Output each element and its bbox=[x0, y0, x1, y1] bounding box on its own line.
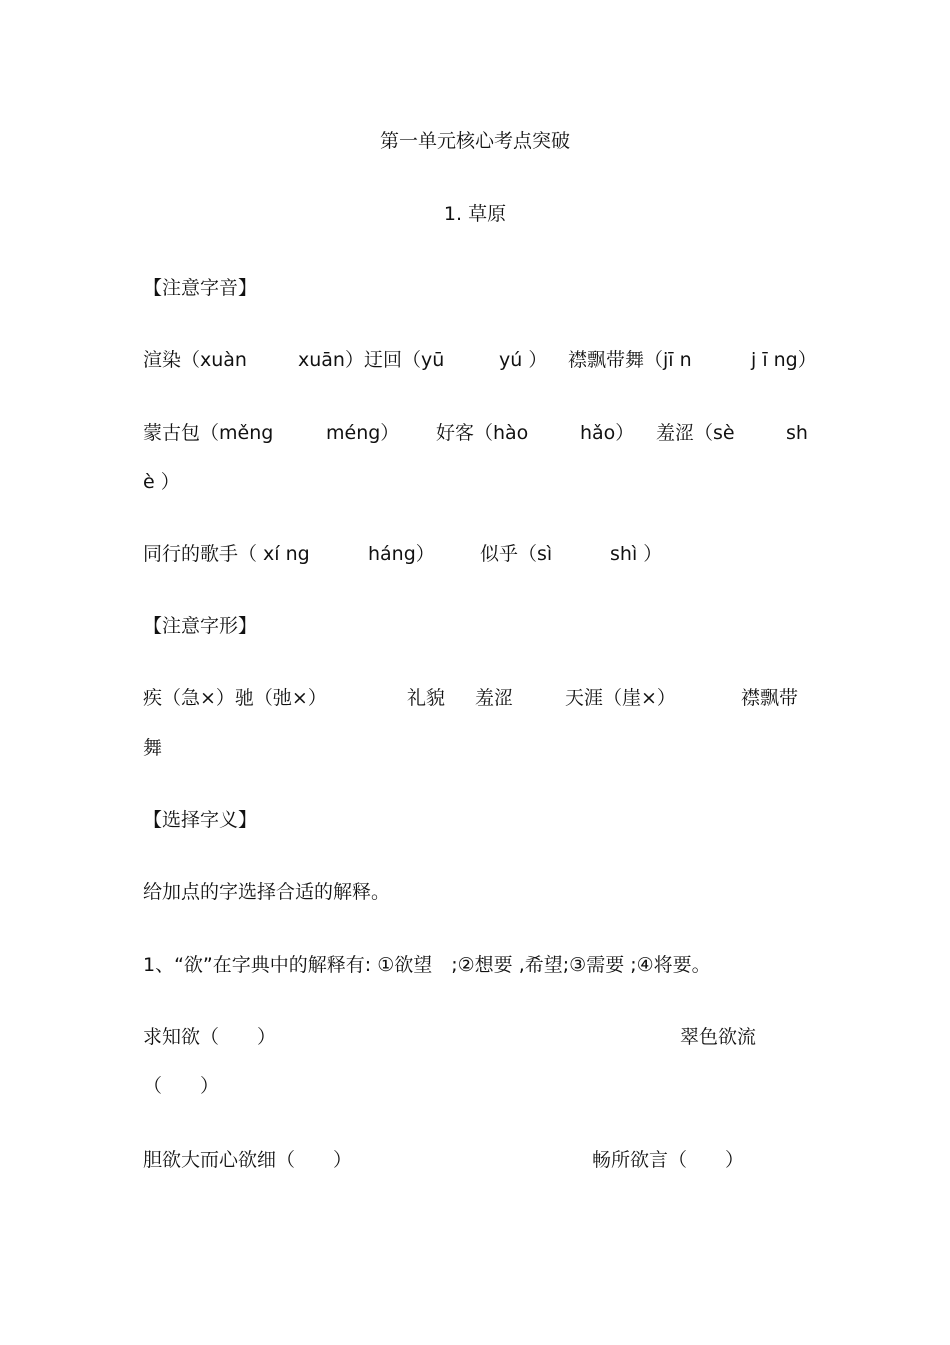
question-1-option-a: 求知欲（ ） bbox=[143, 1026, 277, 1048]
form-item: 天涯（崖×） bbox=[565, 687, 676, 709]
pron-line-2-wrap: è ） bbox=[143, 471, 180, 493]
pron-item: 好客（hào bbox=[436, 422, 529, 444]
form-item: 礼貌 bbox=[407, 687, 446, 709]
question-1-option-b-blank: （ ） bbox=[143, 1075, 220, 1097]
pron-item: 同行的歌手（ xí ng bbox=[143, 543, 310, 565]
question-1-stem: 1、“欲”在字典中的解释有: ①欲望 ;②想要 ,希望;③需要 ;④将要。 bbox=[143, 954, 711, 976]
lesson-title: 1. 草原 bbox=[443, 203, 507, 225]
form-line-1-wrap: 舞 bbox=[143, 737, 163, 759]
section-heading-form: 【注意字形】 bbox=[143, 615, 258, 637]
pron-item: yú ） bbox=[499, 349, 548, 371]
pron-item: 襟飘带舞（jī n bbox=[568, 349, 692, 371]
pron-item: 蒙古包（měng bbox=[143, 422, 274, 444]
pron-item: méng） bbox=[326, 422, 400, 444]
form-item: 羞涩 bbox=[475, 687, 514, 709]
pron-item: 渲染（xuàn bbox=[143, 349, 247, 371]
question-1-option-b: 翠色欲流 bbox=[680, 1026, 757, 1048]
form-item: 疾（急×）驰（弛×） bbox=[143, 687, 327, 709]
pron-item: shì ） bbox=[610, 543, 663, 565]
question-1-option-c: 胆欲大而心欲细（ ） bbox=[143, 1149, 353, 1171]
pron-item: 羞涩（sè bbox=[656, 422, 735, 444]
document-title: 第一单元核心考点突破 bbox=[379, 130, 570, 152]
pron-item: 似乎（sì bbox=[480, 543, 553, 565]
pron-item: sh bbox=[786, 422, 808, 444]
pron-item: xuān）迂回（yū bbox=[298, 349, 445, 371]
form-item: 襟飘带 bbox=[741, 687, 799, 709]
section-heading-pronunciation: 【注意字音】 bbox=[143, 277, 258, 299]
section-heading-meaning: 【选择字义】 bbox=[143, 809, 258, 831]
pron-item: j ī ng） bbox=[751, 349, 817, 371]
question-1-option-d: 畅所欲言（ ） bbox=[592, 1149, 745, 1171]
instruction-text: 给加点的字选择合适的解释。 bbox=[143, 881, 391, 903]
pron-item: hǎo） bbox=[580, 422, 635, 444]
pron-item: háng） bbox=[368, 543, 435, 565]
